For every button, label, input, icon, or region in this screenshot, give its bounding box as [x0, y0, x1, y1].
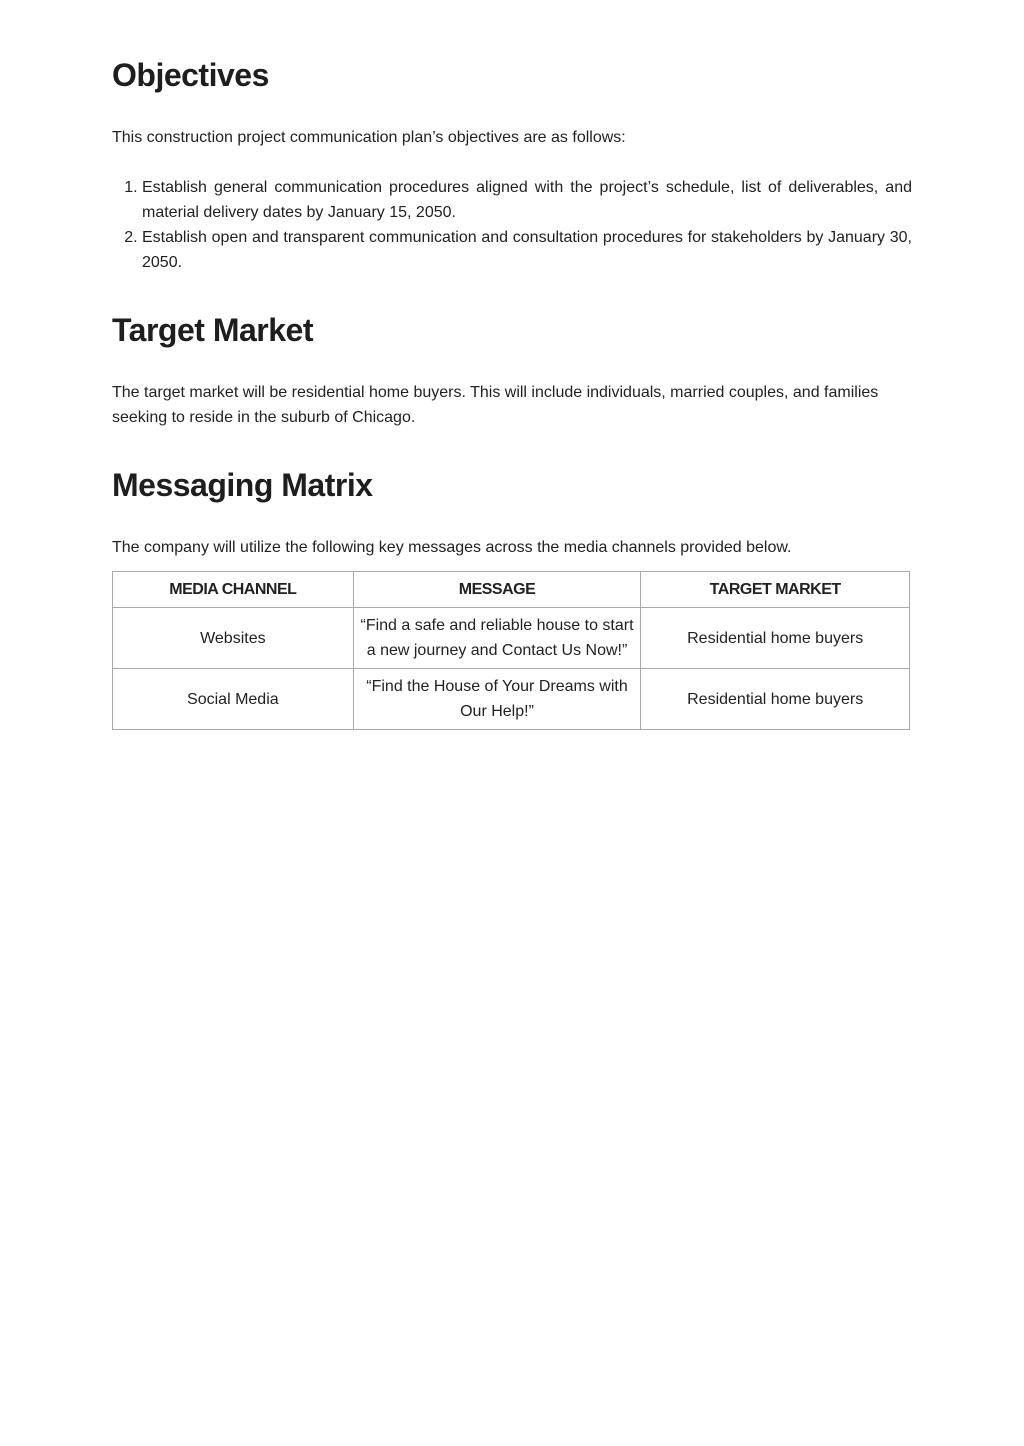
objectives-intro: This construction project communication plan’s objectives are as follows: — [112, 129, 626, 146]
messaging-matrix-heading: Messaging Matrix — [112, 467, 373, 503]
table-row — [113, 608, 910, 669]
cell-target-market: Residential home buyers — [641, 669, 910, 730]
table-header-row — [113, 572, 910, 608]
list-item: 2. Establish open and transparent communication and consultation procedures for stakeholders by January 30, 2050. — [142, 225, 912, 275]
cell-message: “Find the House of Your Dreams with Our Help!” — [353, 669, 641, 730]
cell-media-channel: Websites — [113, 608, 354, 669]
objectives-list — [112, 175, 912, 275]
column-header-message: MESSAGE — [353, 572, 641, 608]
column-header-target-market: TARGET MARKET — [641, 572, 910, 608]
messaging-matrix-intro: The company will utilize the following key messages across the media channels provided below. — [112, 539, 792, 556]
table-row — [113, 669, 910, 730]
cell-target-market: Residential home buyers — [641, 608, 910, 669]
document-page — [112, 0, 912, 730]
column-header-media-channel: MEDIA CHANNEL — [113, 572, 354, 608]
target-market-body: The target market will be residential home buyers. This will include individuals, married couples, and families seeking to reside in the suburb of Chicago. — [112, 384, 879, 426]
target-market-heading: Target Market — [112, 312, 313, 348]
cell-message: “Find a safe and reliable house to start a new journey and Contact Us Now!” — [353, 608, 641, 669]
list-item: 1. Establish general communication procedures aligned with the project’s schedule, list of deliverables, and material delivery dates by January 15, 2050. — [142, 175, 912, 225]
objectives-heading: Objectives — [112, 57, 269, 93]
messaging-matrix-table — [112, 571, 910, 730]
cell-media-channel: Social Media — [113, 669, 354, 730]
